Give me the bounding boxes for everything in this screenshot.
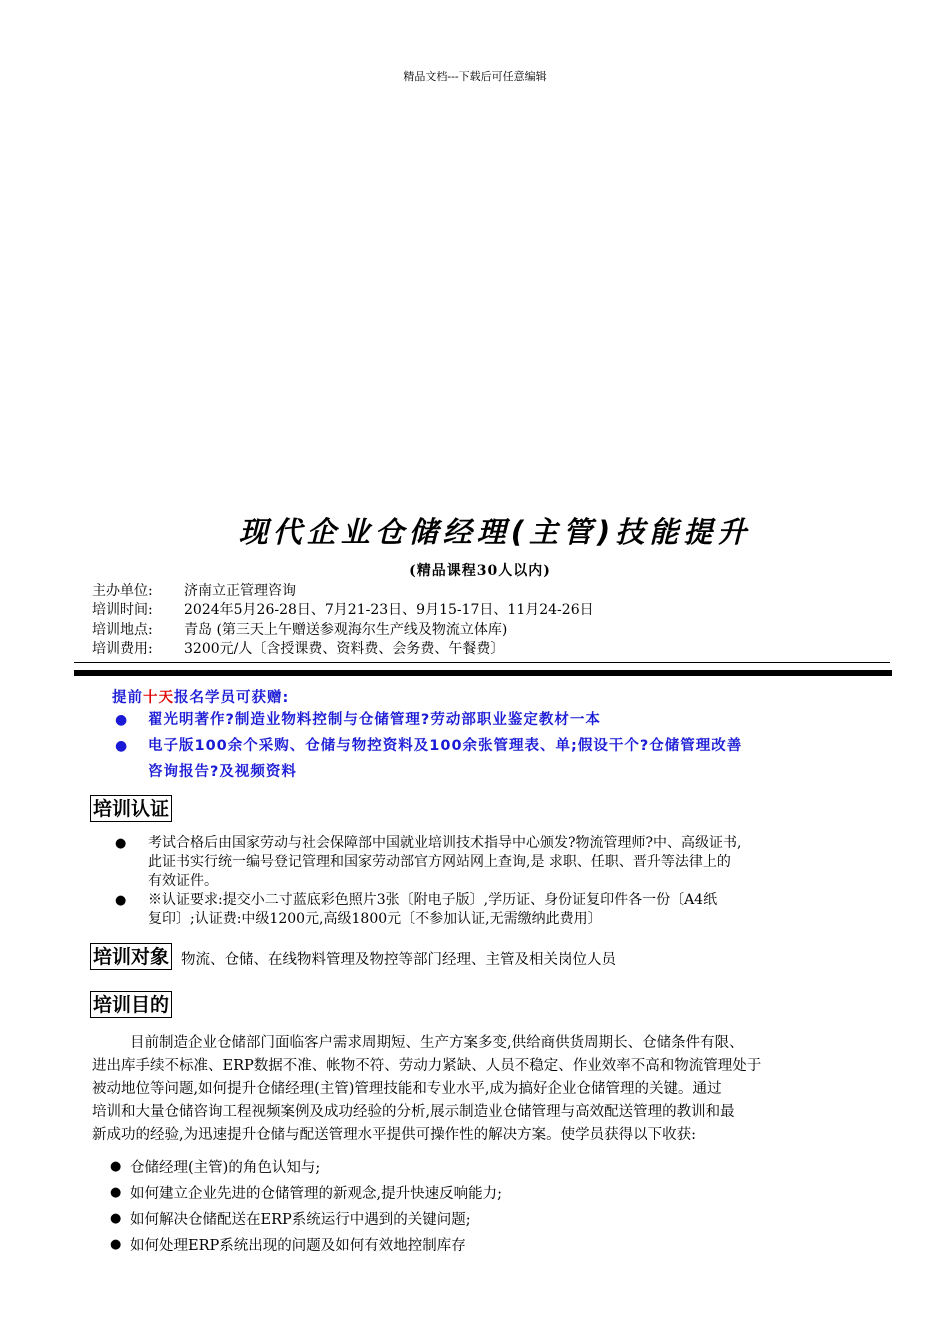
goals-paragraph-line: 进出库手续不标准、ERP数据不准、帐物不符、劳动力紧缺、人员不稳定、作业效率不高和物流管理处于 bbox=[92, 1058, 762, 1074]
goal-item: 如何建立企业先进的仓储管理的新观念,提升快速反响能力; bbox=[130, 1186, 502, 1202]
bullet-icon: ● bbox=[115, 738, 128, 754]
info-row-location: 培训地点: 青岛 (第三天上午赠送参观海尔生产线及物流立体库) bbox=[92, 622, 508, 638]
cert-line: 有效证件。 bbox=[148, 873, 218, 889]
bonus-item-book: 翟光明著作?制造业物料控制与仓储管理?劳动部职业鉴定教材一本 bbox=[148, 712, 601, 728]
bullet-icon: ● bbox=[110, 1185, 122, 1200]
cert-line: 此证书实行统一编号登记管理和国家劳动部官方网站网上查询,是 求职、任职、晋升等法律上的 bbox=[148, 854, 731, 870]
bonus-item-materials-cont: 咨询报告?及视频资料 bbox=[148, 764, 297, 780]
goals-paragraph-line: 新成功的经验,为迅速提升仓储与配送管理水平提供可操作性的解决方案。使学员获得以下收获: bbox=[92, 1127, 696, 1143]
divider-thin bbox=[74, 662, 890, 663]
info-row-time: 培训时间: 2024年5月26-28日、7月21-23日、9月15-17日、11月24-26日 bbox=[92, 602, 594, 618]
section-heading-audience: 培训对象 bbox=[90, 943, 172, 970]
divider-thick bbox=[74, 670, 892, 676]
goals-paragraph-line: 被动地位等问题,如何提升仓储经理(主管)管理技能和专业水平,成为搞好企业仓储管理的关键。通过 bbox=[92, 1081, 722, 1097]
bullet-icon: ● bbox=[110, 1211, 122, 1226]
bullet-icon: ● bbox=[110, 1159, 122, 1174]
goal-item: 如何解决仓储配送在ERP系统运行中遇到的关键问题; bbox=[130, 1212, 471, 1228]
info-row-organizer: 主办单位: 济南立正管理咨询 bbox=[92, 583, 296, 599]
bullet-icon: ● bbox=[115, 836, 127, 851]
bullet-icon: ● bbox=[115, 893, 127, 908]
goals-paragraph-line: 目前制造企业仓储部门面临客户需求周期短、生产方案多变,供给商供货周期长、仓储条件有限、 bbox=[130, 1035, 744, 1051]
section-heading-goals: 培训目的 bbox=[90, 991, 172, 1018]
page-header: 精品文档---下载后可任意编辑 bbox=[403, 70, 547, 83]
cert-requirement-line: ※认证要求:提交小二寸蓝底彩色照片3张〔附电子版〕,学历证、身份证复印件各一份〔A4纸 bbox=[148, 892, 718, 908]
bullet-icon: ● bbox=[115, 712, 128, 728]
goal-item: 如何处理ERP系统出现的问题及如何有效地控制库存 bbox=[130, 1238, 466, 1254]
page-title: 现代企业仓储经理(主管)技能提升 bbox=[238, 515, 752, 549]
audience-text: 物流、仓储、在线物料管理及物控等部门经理、主管及相关岗位人员 bbox=[181, 952, 616, 968]
cert-requirement-line: 复印〕;认证费:中级1200元,高级1800元〔不参加认证,无需缴纳此费用〕 bbox=[148, 911, 602, 927]
page-subtitle: (精品课程30人以内) bbox=[409, 563, 551, 579]
info-row-fee: 培训费用: 3200元/人〔含授课费、资料费、会务费、午餐费〕 bbox=[92, 641, 505, 657]
section-heading-certification: 培训认证 bbox=[90, 795, 172, 822]
bonus-item-materials: 电子版100余个采购、仓储与物控资料及100余张管理表、单;假设干个?仓储管理改善 bbox=[148, 738, 743, 754]
bullet-icon: ● bbox=[110, 1237, 122, 1252]
cert-line: 考试合格后由国家劳动与社会保障部中国就业培训技术指导中心颁发?物流管理师?中、高级证书, bbox=[148, 835, 742, 851]
goals-paragraph-line: 培训和大量仓储咨询工程视频案例及成功经验的分析,展示制造业仓储管理与高效配送管理的教训和最 bbox=[92, 1104, 735, 1120]
bonus-heading: 提前十天报名学员可获赠: bbox=[112, 690, 290, 706]
goal-item: 仓储经理(主管)的角色认知与; bbox=[130, 1160, 321, 1176]
